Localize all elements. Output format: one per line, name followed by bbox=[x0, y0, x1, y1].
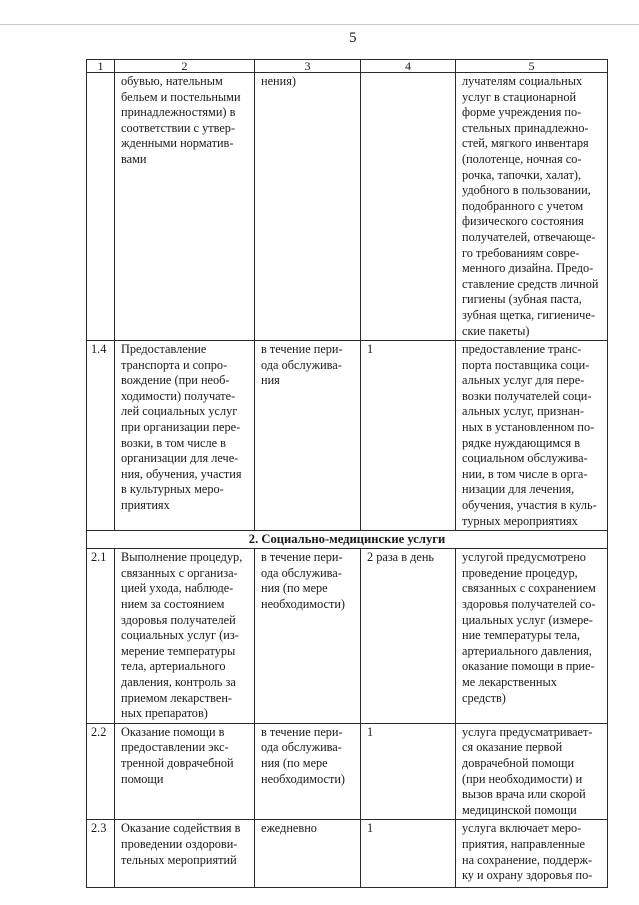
service-name: Предоставление транспорта и сопро- вождение (при необ- ходимости) получате- лей социальных услуг при организации пере- возки, в том числе в организации для лече- ния, обучения, участия в культурных меро- приятиях bbox=[115, 341, 255, 531]
column-header: 3 bbox=[255, 60, 361, 73]
service-period: нения) bbox=[255, 73, 361, 341]
service-name: Оказание содействия в проведении оздорови- тельных мероприятий bbox=[115, 820, 255, 888]
service-description: лучателям социальных услуг в стационарной форме учреждения по- стельных принадлежно- стей, мягкого инвентаря (полотенце, ночная со- рочка, тапочки, халат), удобного в пользовании, подобранного с учетом физического состояния получателей, отвечающе- го требованиям совре- менного дизайна. Предо- ставление средств личной гигиены (зубная паста, зубная щетка, гигиениче- ские пакеты) bbox=[456, 73, 608, 341]
table-row bbox=[87, 820, 608, 888]
service-description: предоставление транс- порта поставщика соци- альных услуг для пере- возки получателей соци- альных услуг, признан- ных в установленном по- рядке нуждающимся в социальном обслужива- нии, в том числе в орга- низации для лечения, обучения, участия в куль- турных мероприятиях bbox=[456, 341, 608, 531]
column-header: 2 bbox=[115, 60, 255, 73]
section-title: 2. Социально-медицинские услуги bbox=[87, 531, 608, 549]
service-name: обувью, нательным бельем и постельными принадлежностями) в соответствии с утвер- жденными норматив- вами bbox=[115, 73, 255, 341]
service-quantity bbox=[361, 73, 456, 341]
service-period: в течение пери- ода обслужива- ния (по мере необходимости) bbox=[255, 723, 361, 820]
row-number: 2.1 bbox=[87, 549, 115, 724]
service-description: услуга включает меро- приятия, направленные на сохранение, поддерж- ку и охрану здоровья по- bbox=[456, 820, 608, 888]
service-period: в течение пери- ода обслужива- ния (по мере необходимости) bbox=[255, 549, 361, 724]
column-header: 4 bbox=[361, 60, 456, 73]
table-row bbox=[87, 549, 608, 724]
service-period: ежедневно bbox=[255, 820, 361, 888]
table-row bbox=[87, 73, 608, 341]
row-number: 2.2 bbox=[87, 723, 115, 820]
service-name: Оказание помощи в предоставлении экс- тренной доврачебной помощи bbox=[115, 723, 255, 820]
service-quantity: 2 раза в день bbox=[361, 549, 456, 724]
table-row bbox=[87, 723, 608, 820]
service-quantity: 1 bbox=[361, 723, 456, 820]
row-number: 2.3 bbox=[87, 820, 115, 888]
row-number: 1.4 bbox=[87, 341, 115, 531]
services-table bbox=[86, 59, 608, 888]
row-number bbox=[87, 73, 115, 341]
service-name: Выполнение процедур, связанных с организа- цией ухода, наблюде- нием за состоянием здоровья получателей социальных услуг (из- мерение температуры тела, артериального давления, контроль за приемом лекарствен- ных препаратов) bbox=[115, 549, 255, 724]
column-header: 1 bbox=[87, 60, 115, 73]
section-header-row bbox=[87, 531, 608, 549]
page-edge-line bbox=[0, 24, 639, 25]
service-quantity: 1 bbox=[361, 341, 456, 531]
page-number: 5 bbox=[349, 30, 357, 46]
service-description: услуга предусматривает- ся оказание первой доврачебной помощи (при необходимости) и вызов врача или скорой медицинской помощи bbox=[456, 723, 608, 820]
table-row bbox=[87, 341, 608, 531]
service-description: услугой предусмотрено проведение процедур, связанных с сохранением здоровья получателей со- циальных услуг (измере- ние температуры тела, артериального давления, оказание помощи в прие- ме лекарственных средств) bbox=[456, 549, 608, 724]
service-quantity: 1 bbox=[361, 820, 456, 888]
column-header: 5 bbox=[456, 60, 608, 73]
service-period: в течение пери- ода обслужива- ния bbox=[255, 341, 361, 531]
table-header-row bbox=[87, 60, 608, 73]
